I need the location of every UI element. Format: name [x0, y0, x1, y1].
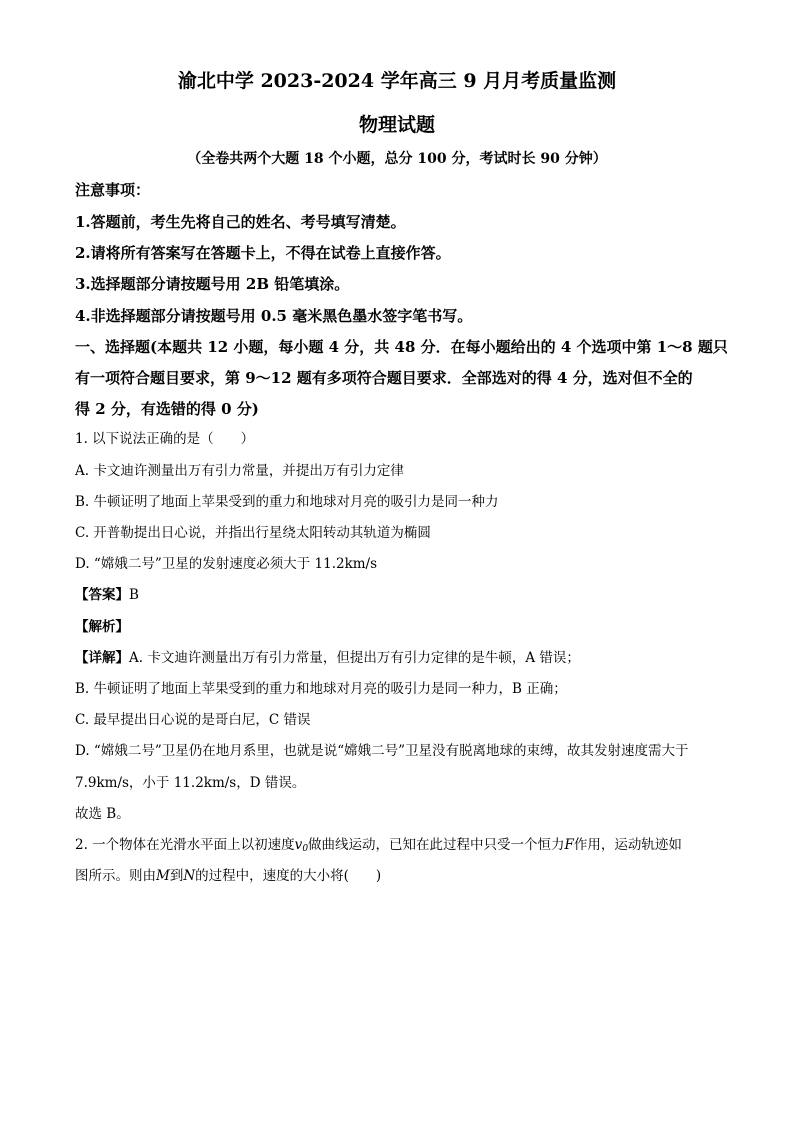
detail-line	[75, 652, 580, 666]
section-instructions: 有一项符合题目要求，第 9～12 题有多项符合题目要求．全部选对的得 4 分，选对但不全的	[75, 369, 693, 387]
subject-title: 物理试题	[358, 114, 435, 136]
force-symbol: F	[564, 837, 574, 853]
exam-title: 渝北中学 2023-2024 学年高三 9 月月考质量监测	[177, 70, 617, 92]
q2-text: 到	[169, 868, 184, 884]
question-option: D. “嫦娥二号”卫星的发射速度必须大于 11.2km/s	[75, 556, 378, 572]
question-stem	[75, 839, 682, 854]
q2-text: 2. 一个物体在光滑水平面上以初速度	[75, 837, 295, 853]
point-m-symbol: M	[156, 868, 170, 884]
detail-tag: 【详解】	[75, 650, 129, 666]
analysis-tag: 【解析】	[75, 619, 129, 635]
v0-symbol: $v_0$	[294, 837, 309, 854]
detail-text: B. 牛顿证明了地面上苹果受到的重力和地球对月亮的吸引力是同一种力，B 正确；	[75, 681, 567, 697]
answer-value: B	[129, 587, 139, 603]
notice-item: 3.选择题部分请按题号用 2B 铅笔填涂。	[75, 275, 350, 293]
section-instructions: 一、选择题(本题共 12 小题，每小题 4 分，共 48 分．在每小题给出的 4 个选项中第 1～8 题只	[75, 338, 728, 356]
question-option: B. 牛顿证明了地面上苹果受到的重力和地球对月亮的吸引力是同一种力	[75, 494, 499, 510]
question-option: C. 开普勒提出日心说，并指出行星绕太阳转动其轨道为椭圆	[75, 525, 431, 541]
detail-text: C. 最早提出日心说的是哥白尼，C 错误	[75, 712, 311, 728]
exam-scope: （全卷共两个大题 18 个小题，总分 100 分，考试时长 90 分钟）	[187, 151, 607, 167]
detail-text: 故选 B。	[75, 806, 130, 822]
question-option: A. 卡文迪许测量出万有引力常量，并提出万有引力定律	[75, 463, 404, 479]
point-n-symbol: N	[183, 868, 196, 884]
notice-item: 1.答题前，考生先将自己的姓名、考号填写清楚。	[75, 213, 406, 231]
question-stem	[75, 870, 381, 884]
q2-text: 作用，运动轨迹如	[573, 837, 682, 853]
notice-heading: 注意事项：	[75, 181, 151, 199]
detail-text: A. 卡文迪许测量出万有引力常量，但提出万有引力定律的是牛顿，A 错误；	[129, 650, 580, 666]
q2-text: 的过程中，速度的大小将( )	[195, 868, 382, 884]
notice-item: 4.非选择题部分请按题号用 0.5 毫米黑色墨水签字笔书写。	[75, 307, 473, 325]
q2-text: 做曲线运动，已知在此过程中只受一个恒力	[308, 837, 565, 853]
notice-item: 2.请将所有答案写在答题卡上，不得在试卷上直接作答。	[75, 244, 451, 262]
analysis-line	[75, 621, 129, 635]
detail-text: D. “嫦娥二号”卫星仍在地月系里，也就是说“嫦娥二号”卫星没有脱离地球的束缚，故其发射速度需大于	[75, 743, 689, 759]
answer-line	[75, 589, 139, 603]
section-instructions: 得 2 分，有选错的得 0 分)	[75, 400, 259, 418]
question-stem: 1. 以下说法正确的是（ ）	[75, 431, 255, 447]
answer-tag: 【答案】	[75, 587, 129, 603]
detail-text: 7.9km/s，小于 11.2km/s，D 错误。	[75, 775, 306, 791]
q2-text: 图所示。则由	[75, 868, 156, 884]
